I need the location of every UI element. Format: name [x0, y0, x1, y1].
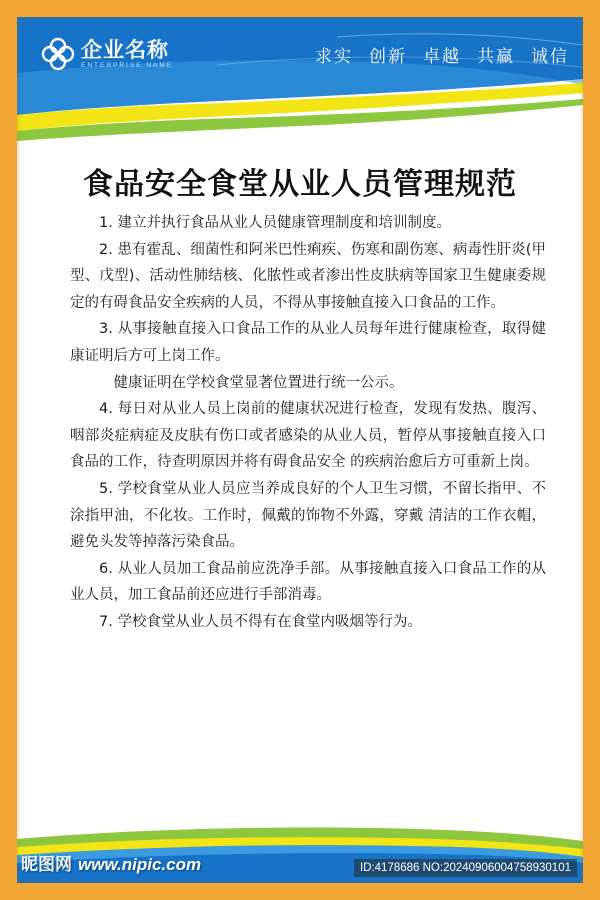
- watermark: [21, 850, 201, 875]
- company-logo: [41, 37, 173, 71]
- regulation-note: 健康证明在学校食堂显著位置进行统一公示。: [113, 374, 404, 391]
- regulation-item: 3. 从事接触直接入口食品工作的从业人员每年进行健康检查，取得健康证明后方可上岗工作。: [70, 321, 546, 364]
- slogan-item: 创新: [369, 47, 407, 67]
- regulation-item: 6. 从业人员加工食品前应洗净手部。从事接触直接入口食品工作的从业人员，加工食品前还应进行手部消毒。: [70, 560, 546, 604]
- brand-name: 企业名称: [81, 38, 169, 62]
- image-id-label: ID:4178686 NO:20240906004758930101: [354, 859, 577, 877]
- slogan-item: 共赢: [477, 47, 515, 67]
- watermark-url: www.nipic.com: [78, 855, 202, 874]
- watermark-site: 昵图网: [21, 855, 72, 875]
- brand-subtitle: ENTERPRISE NAME: [81, 62, 174, 69]
- flower-logo-icon: [41, 37, 75, 71]
- regulation-item: 1. 建立并执行食品从业人员健康管理制度和培训制度。: [99, 215, 451, 231]
- slogan-row: [315, 42, 569, 67]
- regulation-item: 2. 患有霍乱、细菌性和阿米巴性痢疾、伤寒和副伤寒、病毒性肝炎(甲型、戊型)、活动性肺结核、化脓性或者渗出性皮肤病等国家卫生健康委规定的有碍食品安全疾病的人员，不得从事接触直接入口食品的工作。: [70, 241, 546, 311]
- slogan-item: 卓越: [423, 47, 461, 67]
- slogan-item: 诚信: [531, 47, 569, 67]
- slogan-item: 求实: [315, 47, 353, 67]
- regulation-item: 7. 学校食堂从业人员不得有在食堂内吸烟等行为。: [99, 613, 422, 630]
- regulation-item: 4. 每日对从业人员上岗前的健康状况进行检查，发现有发热、腹泻、咽部炎症病症及皮肤有伤口或者感染的从业人员，暂停从事接触直接入口食品的工作，待查明原因并将有碍食品安全 的疾病治愈后方可重新上岗。: [70, 401, 546, 471]
- regulation-body: [70, 210, 546, 636]
- regulation-item: 5. 学校食堂从业人员应当养成良好的个人卫生习惯，不留长指甲、不涂指甲油，不化妆。工作时，佩戴的饰物不外露，穿戴 清洁的工作衣帽，避免头发等掉落污染食品。: [70, 480, 546, 551]
- page-title: 食品安全食堂从业人员管理规范: [83, 167, 517, 202]
